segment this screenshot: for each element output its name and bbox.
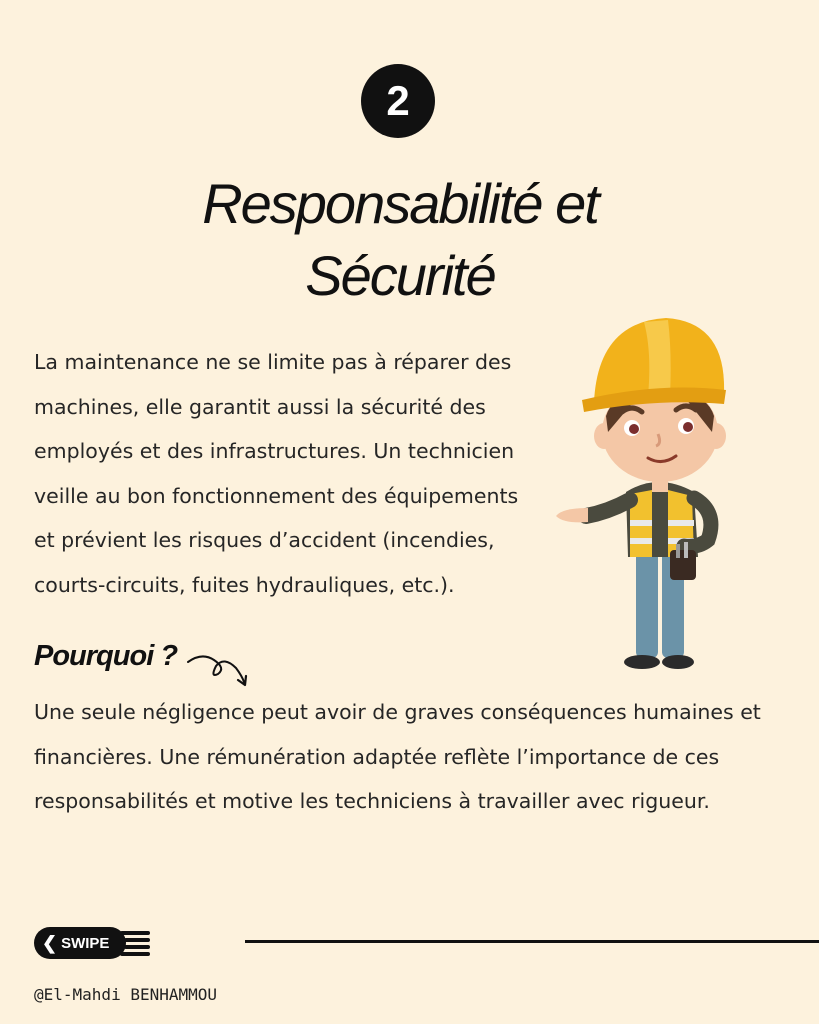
step-number-badge xyxy=(361,64,435,138)
intro-paragraph xyxy=(34,340,544,607)
footer-divider xyxy=(245,940,819,943)
construction-worker-icon xyxy=(548,312,738,677)
speed-lines-icon xyxy=(120,931,152,957)
intro-line: veille au bon fonctionnement des équipements xyxy=(34,483,519,508)
intro-line: et prévient les risques d’accident (incendies, xyxy=(34,528,495,552)
swipe-pill xyxy=(34,927,126,959)
swipe-label: SWIPE xyxy=(61,934,110,952)
why-heading: Pourquoi ? xyxy=(34,640,178,672)
why-line: Une seule négligence peut avoir de graves conséquences humaines et xyxy=(34,700,761,724)
step-number: 2 xyxy=(386,77,410,124)
curly-arrow-icon xyxy=(186,650,250,690)
chevron-left-icon: ❮ xyxy=(42,933,58,953)
swipe-button[interactable] xyxy=(34,927,152,959)
title-line-2: Sécurité xyxy=(305,244,495,307)
intro-line: employés et des infrastructures. Un technicien xyxy=(34,439,515,463)
why-line: financières. Une rémunération adaptée reflète l’importance de ces xyxy=(34,744,720,769)
why-paragraph xyxy=(34,690,794,824)
intro-line: courts-circuits, fuites hydrauliques, etc.). xyxy=(34,572,455,597)
intro-line: La maintenance ne se limite pas à réparer des xyxy=(34,350,512,374)
why-line: responsabilités et motive les techniciens à travailler avec rigueur. xyxy=(34,789,710,813)
author-handle: @El-Mahdi BENHAMMOU xyxy=(34,985,218,1004)
page-title xyxy=(0,168,800,312)
intro-line: machines, elle garantit aussi la sécurité des xyxy=(34,394,486,419)
title-line-1: Responsabilité et xyxy=(202,172,598,235)
